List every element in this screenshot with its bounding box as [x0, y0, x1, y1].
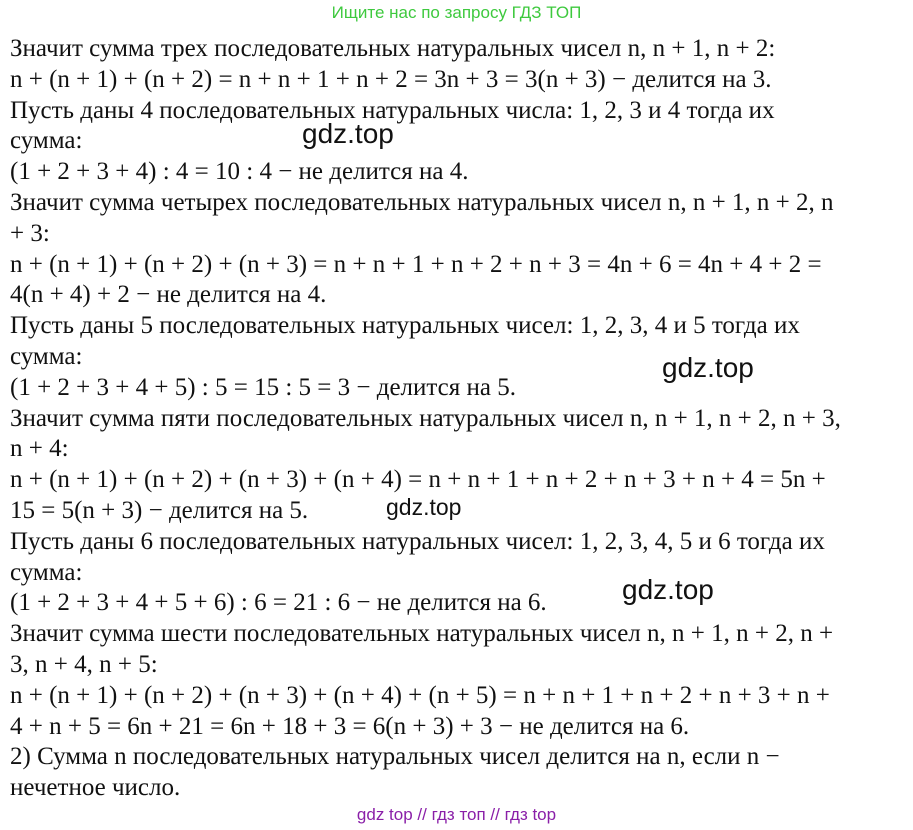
site-banner: Ищите нас по запросу ГДЗ ТОП — [331, 3, 582, 22]
watermark: gdz.top — [302, 118, 394, 149]
text-line: Пусть даны 6 последовательных натуральных чисел: 1, 2, 3, 4, 5 и 6 тогда их — [10, 527, 825, 555]
text-line: 2) Сумма n последовательных натуральных чисел делится на n, если n − — [10, 743, 780, 771]
text-line: 4 + n + 5 = 6n + 21 = 6n + 18 + 3 = 6(n + 3) + 3 − не делится на 6. — [10, 712, 690, 740]
text-line: n + (n + 1) + (n + 2) + (n + 3) + (n + 4) = n + n + 1 + n + 2 + n + 3 + n + 4 = 5n + — [10, 466, 826, 494]
text-line: Значит сумма пяти последовательных натуральных чисел n, n + 1, n + 2, n + 3, — [10, 404, 841, 432]
text-line: Значит сумма шести последовательных натуральных чисел n, n + 1, n + 2, n + — [10, 620, 834, 648]
text-line: Значит сумма четырех последовательных натуральных чисел n, n + 1, n + 2, n — [10, 188, 834, 216]
watermark: gdz.top — [386, 494, 462, 520]
watermark: gdz.top — [662, 352, 754, 383]
text-line: 15 = 5(n + 3) − делится на 5. — [10, 496, 309, 524]
text-line: n + (n + 1) + (n + 2) + (n + 3) + (n + 4) + (n + 5) = n + n + 1 + n + 2 + n + 3 + n + — [10, 681, 830, 709]
text-line: (1 + 2 + 3 + 4 + 5 + 6) : 6 = 21 : 6 − не делится на 6. — [10, 589, 547, 617]
site-footer: gdz top // гдз топ // гдз top — [356, 805, 557, 824]
text-line: сумма: — [10, 558, 83, 586]
solution-text — [10, 34, 905, 804]
text-line: n + 4: — [10, 435, 69, 463]
text-line: 3, n + 4, n + 5: — [10, 650, 158, 678]
text-line: сумма: — [10, 127, 83, 155]
text-line: n + (n + 1) + (n + 2) + (n + 3) = n + n + 1 + n + 2 + n + 3 = 4n + 6 = 4n + 4 + 2 = — [10, 250, 822, 278]
text-line: + 3: — [10, 219, 50, 247]
text-line: Пусть даны 4 последовательных натуральных числа: 1, 2, 3 и 4 тогда их — [10, 96, 775, 124]
text-line: n + (n + 1) + (n + 2) = n + n + 1 + n + 2 = 3n + 3 = 3(n + 3) − делится на 3. — [10, 65, 772, 93]
text-line: (1 + 2 + 3 + 4) : 4 = 10 : 4 − не делится на 4. — [10, 158, 469, 186]
text-line: нечетное число. — [10, 774, 181, 802]
text-line: сумма: — [10, 342, 83, 370]
text-line: Значит сумма трех последовательных натуральных чисел n, n + 1, n + 2: — [10, 35, 776, 62]
text-line: Пусть даны 5 последовательных натуральных чисел: 1, 2, 3, 4 и 5 тогда их — [10, 312, 800, 340]
text-line: (1 + 2 + 3 + 4 + 5) : 5 = 15 : 5 = 3 − делится на 5. — [10, 373, 516, 401]
text-line: 4(n + 4) + 2 − не делится на 4. — [10, 281, 327, 309]
watermark: gdz.top — [622, 574, 714, 605]
